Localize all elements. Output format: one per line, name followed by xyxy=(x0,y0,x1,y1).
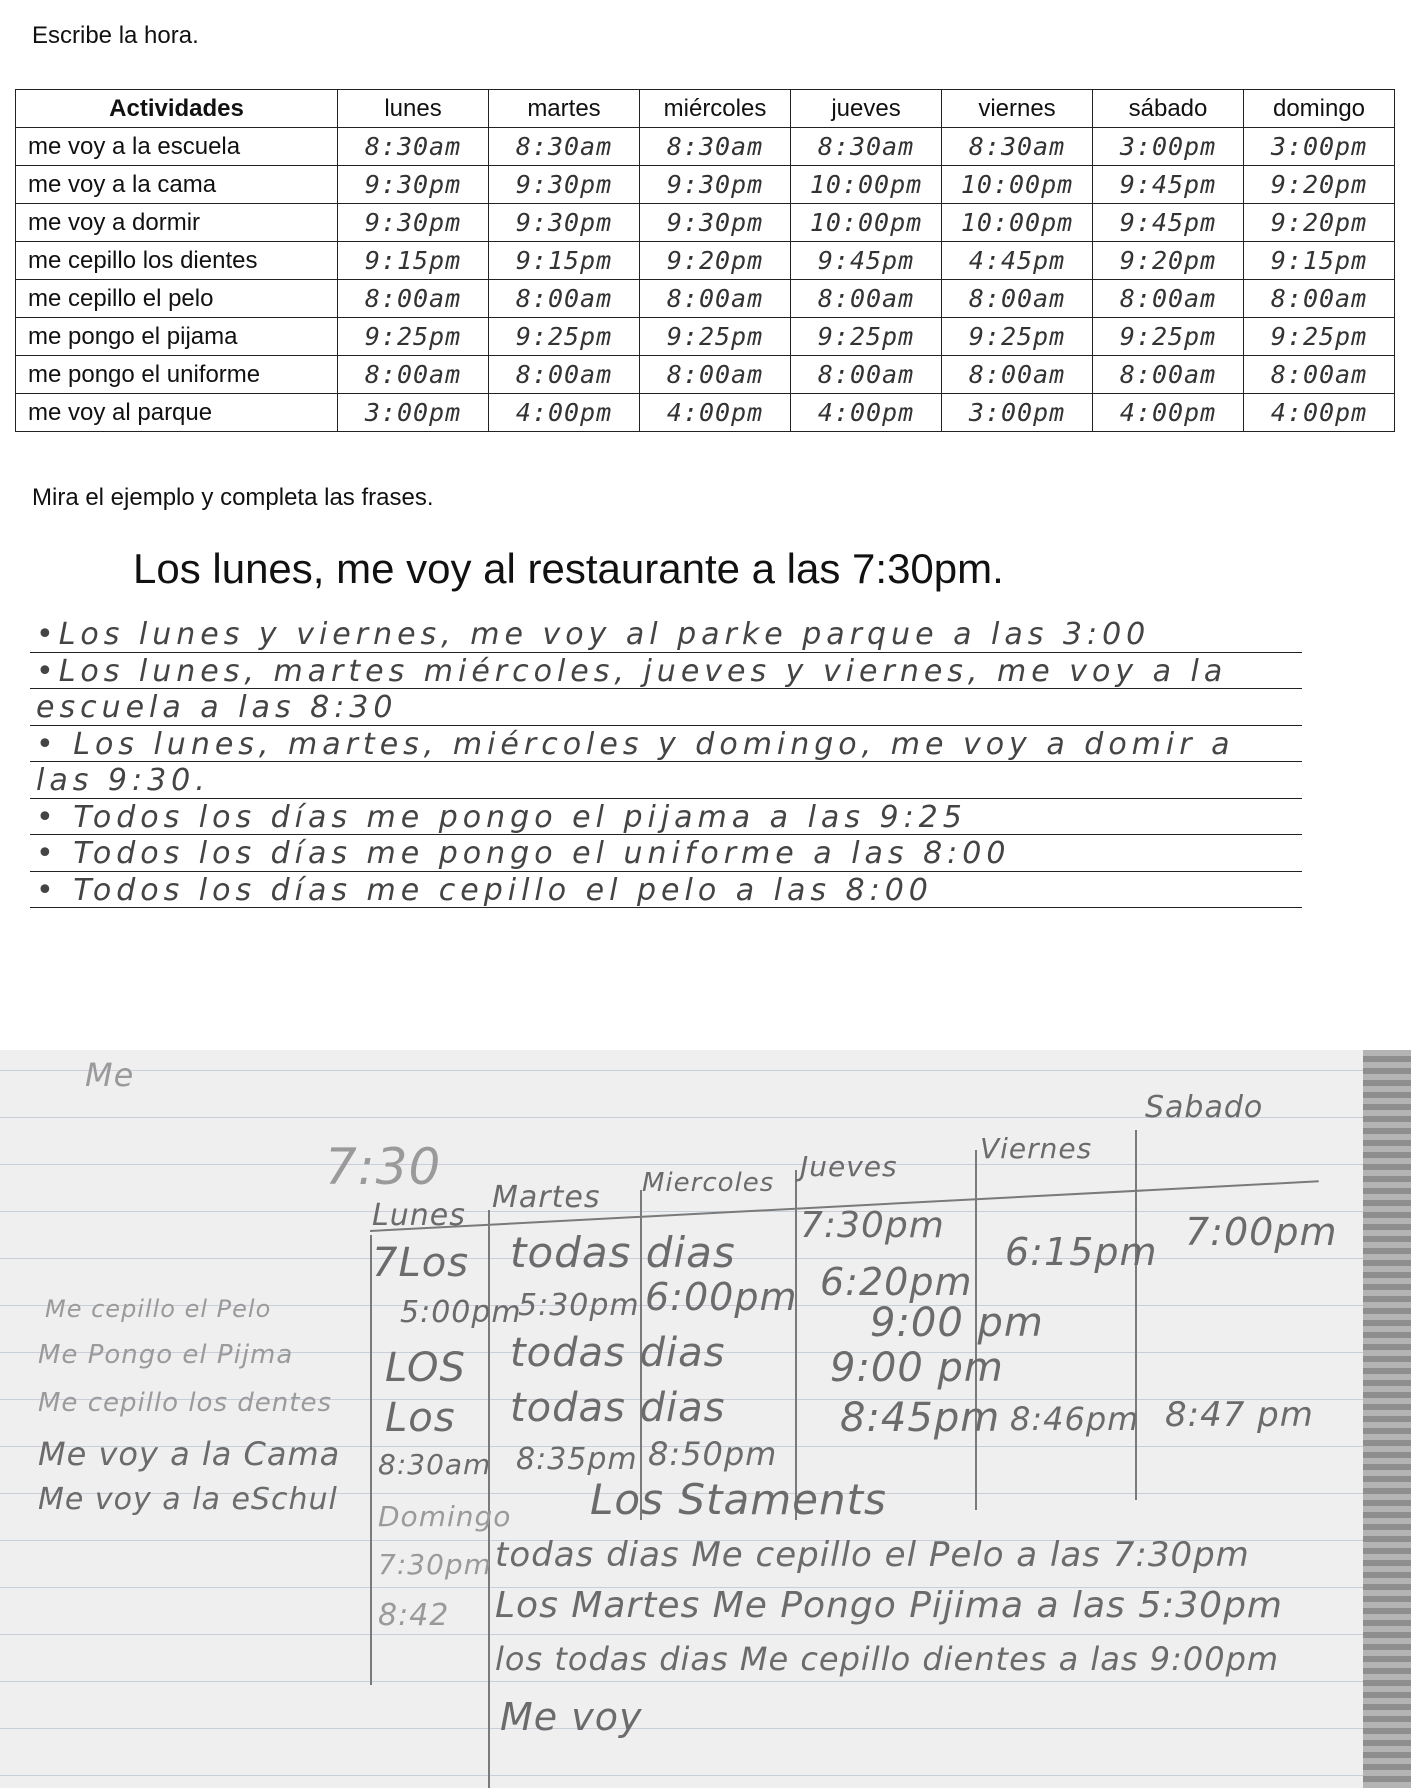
notebook-sentence: Me voy xyxy=(500,1695,643,1739)
answer-line: • Los lunes, martes, miércoles y domingo, me voy a domir a xyxy=(30,726,1302,763)
time-cell: 9:30pm xyxy=(489,204,640,242)
time-cell: 9:20pm xyxy=(1093,242,1244,280)
notebook-entry: 8:46pm xyxy=(1010,1400,1140,1438)
answer-line: • Todos los días me cepillo el pelo a las 8:00 xyxy=(30,872,1302,909)
header-tuesday: martes xyxy=(489,90,640,128)
notebook-entry: todas dias xyxy=(510,1228,736,1277)
header-activities: Actividades xyxy=(16,90,338,128)
answer-line: las 9:30. xyxy=(30,762,1302,799)
time-cell: 3:00pm xyxy=(338,394,489,432)
time-cell: 9:25pm xyxy=(338,318,489,356)
time-cell: 9:45pm xyxy=(791,242,942,280)
notebook-entry: LOS xyxy=(385,1345,466,1391)
time-cell: 9:25pm xyxy=(640,318,791,356)
notebook-entry: 6:15pm xyxy=(1005,1230,1158,1274)
header-friday: viernes xyxy=(942,90,1093,128)
time-cell: 4:00pm xyxy=(791,394,942,432)
activity-cell: me voy al parque xyxy=(16,394,338,432)
time-cell: 10:00pm xyxy=(942,204,1093,242)
notebook-entry: 7Los xyxy=(372,1240,470,1286)
time-cell: 9:25pm xyxy=(1093,318,1244,356)
table-row xyxy=(16,166,1395,204)
answer-line: •Los lunes, martes miércoles, jueves y viernes, me voy a la xyxy=(30,653,1302,690)
time-cell: 9:30pm xyxy=(338,166,489,204)
time-cell: 8:00am xyxy=(942,280,1093,318)
time-cell: 9:30pm xyxy=(640,166,791,204)
time-cell: 3:00pm xyxy=(942,394,1093,432)
time-cell: 4:45pm xyxy=(942,242,1093,280)
time-cell: 10:00pm xyxy=(942,166,1093,204)
notebook-activity: Me voy a la Cama xyxy=(38,1435,341,1473)
notebook-day-header: Martes xyxy=(492,1180,601,1215)
notebook-entry: 5:00pm xyxy=(400,1295,522,1330)
answer-line: • Todos los días me pongo el pijama a las 9:25 xyxy=(30,799,1302,836)
notebook-left-column: Domingo xyxy=(378,1500,512,1533)
time-cell: 9:30pm xyxy=(489,166,640,204)
table-row xyxy=(16,128,1395,166)
notebook-entry: todas dias xyxy=(510,1330,726,1376)
activity-cell: me pongo el pijama xyxy=(16,318,338,356)
notebook-left-column: 7:30pm xyxy=(378,1548,492,1581)
time-cell: 8:00am xyxy=(791,280,942,318)
activity-cell: me cepillo el pelo xyxy=(16,280,338,318)
header-sunday: domingo xyxy=(1244,90,1395,128)
notebook-entry: 6:20pm xyxy=(820,1260,973,1304)
table-row xyxy=(16,394,1395,432)
time-cell: 8:00am xyxy=(942,356,1093,394)
time-cell: 8:30am xyxy=(640,128,791,166)
notebook-day-header: Sabado xyxy=(1145,1090,1264,1125)
time-cell: 8:00am xyxy=(338,356,489,394)
table-row xyxy=(16,204,1395,242)
notebook-day-header: Miercoles xyxy=(642,1168,775,1198)
notebook-sentence: Los Martes Me Pongo Pijima a las 5:30pm xyxy=(495,1585,1284,1626)
header-wednesday: miércoles xyxy=(640,90,791,128)
instruction-complete-sentences: Mira el ejemplo y completa las frases. xyxy=(32,484,434,511)
time-cell: 8:00am xyxy=(1244,356,1395,394)
schedule-table xyxy=(15,89,1395,432)
time-cell: 9:30pm xyxy=(338,204,489,242)
notebook-entry: 8:50pm xyxy=(648,1435,778,1473)
header-saturday: sábado xyxy=(1093,90,1244,128)
activity-cell: me voy a dormir xyxy=(16,204,338,242)
example-sentence: Los lunes, me voy al restaurante a las 7:30pm. xyxy=(133,545,1004,592)
time-cell: 10:00pm xyxy=(791,166,942,204)
time-cell: 8:00am xyxy=(489,280,640,318)
time-cell: 4:00pm xyxy=(1093,394,1244,432)
notebook-sentence: los todas dias Me cepillo dientes a las 9:00pm xyxy=(495,1640,1280,1678)
notebook-entry: 7:30pm xyxy=(800,1205,945,1246)
activity-cell: me voy a la cama xyxy=(16,166,338,204)
notebook-rule-line xyxy=(0,1728,1370,1729)
time-cell: 9:15pm xyxy=(489,242,640,280)
notebook-sentence: todas dias Me cepillo el Pelo a las 7:30pm xyxy=(495,1535,1250,1575)
table-row xyxy=(16,280,1395,318)
notebook-entry: 8:45pm xyxy=(840,1395,1001,1441)
time-cell: 3:00pm xyxy=(1244,128,1395,166)
answer-lines xyxy=(30,616,1302,908)
notebook-photo xyxy=(0,1050,1411,1788)
time-cell: 4:00pm xyxy=(489,394,640,432)
activity-cell: me cepillo los dientes xyxy=(16,242,338,280)
notebook-grid-line xyxy=(795,1170,797,1520)
activity-cell: me voy a la escuela xyxy=(16,128,338,166)
notebook-entry: 7:00pm xyxy=(1185,1210,1338,1254)
notebook-grid-line xyxy=(370,1235,372,1685)
table-header-row xyxy=(16,90,1395,128)
time-cell: 9:20pm xyxy=(1244,204,1395,242)
time-cell: 8:30am xyxy=(338,128,489,166)
answer-line: • Todos los días me pongo el uniforme a las 8:00 xyxy=(30,835,1302,872)
time-cell: 9:45pm xyxy=(1093,204,1244,242)
time-cell: 8:30am xyxy=(791,128,942,166)
notebook-rule-line xyxy=(0,1775,1370,1776)
header-thursday: jueves xyxy=(791,90,942,128)
notebook-rule-line xyxy=(0,1164,1370,1165)
time-cell: 9:30pm xyxy=(640,204,791,242)
notebook-top-scribble: Me xyxy=(85,1056,135,1094)
time-cell: 9:25pm xyxy=(489,318,640,356)
table-row xyxy=(16,356,1395,394)
table-body xyxy=(16,128,1395,432)
time-cell: 9:20pm xyxy=(1244,166,1395,204)
notebook-entry: 9:00 pm xyxy=(830,1345,1004,1391)
time-cell: 8:00am xyxy=(791,356,942,394)
notebook-entry: 6:00pm xyxy=(645,1275,798,1319)
time-cell: 8:00am xyxy=(640,280,791,318)
time-cell: 8:00am xyxy=(489,356,640,394)
time-cell: 3:00pm xyxy=(1093,128,1244,166)
time-cell: 9:25pm xyxy=(791,318,942,356)
notebook-rule-line xyxy=(0,1634,1370,1635)
time-cell: 9:15pm xyxy=(1244,242,1395,280)
notebook-entry: 8:30am xyxy=(378,1448,492,1481)
notebook-rule-line xyxy=(0,1681,1370,1682)
time-cell: 8:00am xyxy=(1093,280,1244,318)
time-cell: 8:30am xyxy=(489,128,640,166)
notebook-entry: 8:35pm xyxy=(516,1442,638,1477)
notebook-activity: Me cepillo los dentes xyxy=(38,1388,332,1418)
time-cell: 10:00pm xyxy=(791,204,942,242)
notebook-entry: Los xyxy=(385,1395,456,1441)
notebook-entry: 5:30pm xyxy=(518,1288,640,1323)
time-cell: 9:25pm xyxy=(942,318,1093,356)
notebook-grid-line xyxy=(1135,1130,1137,1500)
time-cell: 9:45pm xyxy=(1093,166,1244,204)
time-cell: 8:00am xyxy=(1244,280,1395,318)
notebook-rule-line xyxy=(0,1070,1370,1071)
time-cell: 8:00am xyxy=(1093,356,1244,394)
notebook-day-header: Lunes xyxy=(372,1198,466,1233)
notebook-sentence: Los Staments xyxy=(590,1475,887,1524)
notebook-day-header: Viernes xyxy=(980,1132,1093,1165)
answer-line: escuela a las 8:30 xyxy=(30,689,1302,726)
time-cell: 8:30am xyxy=(942,128,1093,166)
answer-line: •Los lunes y viernes, me voy al parke parque a las 3:00 xyxy=(30,616,1302,653)
notebook-entry: 8:47 pm xyxy=(1165,1395,1314,1435)
notebook-activity: Me cepillo el Pelo xyxy=(45,1295,272,1323)
header-monday: lunes xyxy=(338,90,489,128)
time-cell: 9:15pm xyxy=(338,242,489,280)
notebook-day-header: Jueves xyxy=(800,1150,898,1183)
time-cell: 4:00pm xyxy=(1244,394,1395,432)
time-cell: 9:20pm xyxy=(640,242,791,280)
notebook-time-scribble: 7:30 xyxy=(325,1138,442,1196)
notebook-activity: Me voy a la eSchul xyxy=(38,1482,338,1517)
instruction-write-time: Escribe la hora. xyxy=(32,22,199,49)
notebook-rule-line xyxy=(0,1211,1370,1212)
time-cell: 9:25pm xyxy=(1244,318,1395,356)
time-cell: 8:00am xyxy=(338,280,489,318)
table-row xyxy=(16,318,1395,356)
time-cell: 8:00am xyxy=(640,356,791,394)
notebook-spine xyxy=(1363,1050,1411,1788)
notebook-left-column: 8:42 xyxy=(378,1598,450,1633)
notebook-entry: 9:00 pm xyxy=(870,1300,1044,1346)
table-row xyxy=(16,242,1395,280)
notebook-activity: Me Pongo el Pijma xyxy=(38,1340,294,1370)
time-cell: 4:00pm xyxy=(640,394,791,432)
notebook-entry: todas dias xyxy=(510,1385,726,1431)
activity-cell: me pongo el uniforme xyxy=(16,356,338,394)
